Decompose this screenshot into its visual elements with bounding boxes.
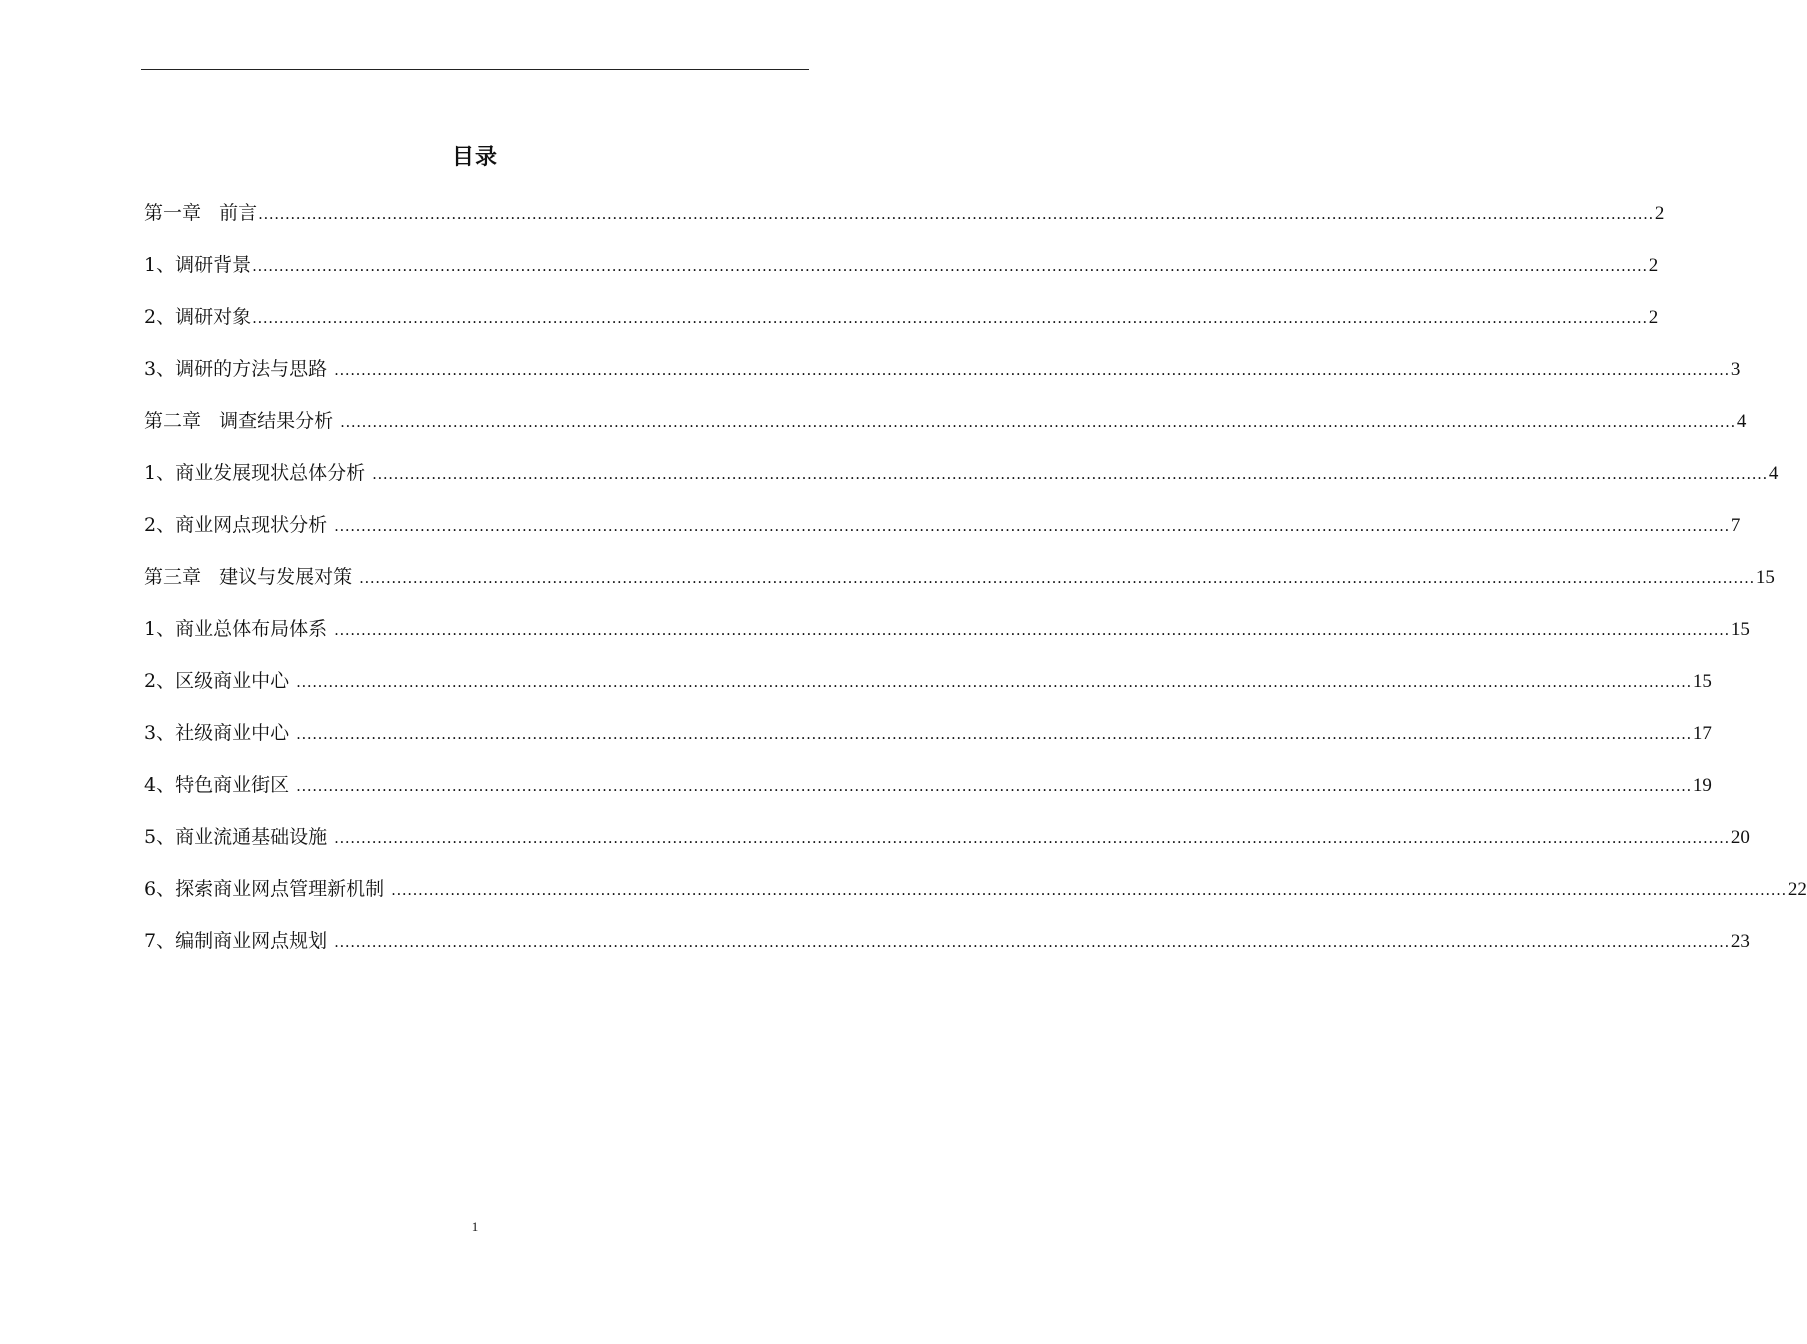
toc-entry-label: 第三章 建议与发展对策 — [144, 566, 359, 588]
toc-entry-page: 19 — [1692, 775, 1712, 796]
toc-entry-label: 第二章 调查结果分析 — [144, 410, 340, 432]
toc-entry[interactable] — [144, 715, 1712, 767]
toc-entry[interactable] — [144, 247, 1659, 299]
dot-leader: .................................................................................................................................................................................................................................................................... — [359, 569, 1755, 587]
toc-entry-page: 17 — [1692, 723, 1712, 744]
toc-entry[interactable] — [144, 299, 1659, 351]
dot-leader: .................................................................................................................................................................................................................................................................... — [334, 517, 1730, 535]
dot-leader: .................................................................................................................................................................................................................................................................... — [252, 257, 1648, 275]
toc-entry[interactable] — [144, 507, 1741, 559]
toc-entry[interactable] — [144, 195, 1665, 247]
toc-entry-label: 2、商业网点现状分析 — [144, 514, 334, 536]
toc-entry-page: 4 — [1736, 411, 1747, 432]
toc-entry-page: 3 — [1730, 359, 1741, 380]
toc-entry-label: 7、编制商业网点规划 — [144, 930, 334, 952]
dot-leader: .................................................................................................................................................................................................................................................................... — [258, 205, 1654, 223]
toc-list — [144, 195, 1807, 975]
toc-entry-page: 15 — [1730, 619, 1750, 640]
toc-entry-page: 2 — [1648, 307, 1659, 328]
toc-entry-label: 2、区级商业中心 — [144, 670, 296, 692]
dot-leader: .................................................................................................................................................................................................................................................................... — [334, 933, 1730, 951]
dot-leader: .................................................................................................................................................................................................................................................................... — [391, 881, 1787, 899]
dot-leader: .................................................................................................................................................................................................................................................................... — [252, 309, 1648, 327]
dot-leader: .................................................................................................................................................................................................................................................................... — [372, 465, 1768, 483]
toc-entry-label: 1、商业发展现状总体分析 — [144, 462, 372, 484]
toc-entry-page: 15 — [1692, 671, 1712, 692]
toc-entry-label: 5、商业流通基础设施 — [144, 826, 334, 848]
toc-entry[interactable] — [144, 663, 1712, 715]
header-rule — [141, 69, 809, 70]
toc-title: 目录 — [451, 145, 498, 170]
toc-entry-label: 3、社级商业中心 — [144, 722, 296, 744]
dot-leader: .................................................................................................................................................................................................................................................................... — [334, 829, 1730, 847]
toc-entry[interactable] — [144, 767, 1712, 819]
toc-entry-page: 23 — [1730, 931, 1750, 952]
toc-entry[interactable] — [144, 351, 1741, 403]
toc-entry-label: 第一章 前言 — [144, 202, 258, 224]
page-number: 1 — [471, 1219, 479, 1234]
toc-entry[interactable] — [144, 559, 1775, 611]
toc-entry[interactable] — [144, 923, 1750, 975]
toc-entry-page: 22 — [1787, 879, 1807, 900]
toc-entry-label: 1、调研背景 — [144, 254, 252, 276]
toc-entry-page: 2 — [1648, 255, 1659, 276]
toc-entry[interactable] — [144, 455, 1779, 507]
toc-entry[interactable] — [144, 819, 1750, 871]
toc-entry-page: 7 — [1730, 515, 1741, 536]
toc-entry-label: 3、调研的方法与思路 — [144, 358, 334, 380]
toc-entry-page: 2 — [1654, 203, 1665, 224]
dot-leader: .................................................................................................................................................................................................................................................................... — [296, 777, 1692, 795]
dot-leader: .................................................................................................................................................................................................................................................................... — [340, 413, 1736, 431]
toc-entry-page: 4 — [1768, 463, 1779, 484]
toc-entry-label: 6、探索商业网点管理新机制 — [144, 878, 391, 900]
dot-leader: .................................................................................................................................................................................................................................................................... — [334, 361, 1730, 379]
toc-entry-page: 15 — [1755, 567, 1775, 588]
toc-entry[interactable] — [144, 403, 1747, 455]
dot-leader: .................................................................................................................................................................................................................................................................... — [296, 673, 1692, 691]
toc-entry-label: 2、调研对象 — [144, 306, 252, 328]
toc-entry[interactable] — [144, 611, 1750, 663]
toc-entry-label: 1、商业总体布局体系 — [144, 618, 334, 640]
toc-entry[interactable] — [144, 871, 1807, 923]
toc-entry-page: 20 — [1730, 827, 1750, 848]
dot-leader: .................................................................................................................................................................................................................................................................... — [296, 725, 1692, 743]
toc-entry-label: 4、特色商业街区 — [144, 774, 296, 796]
dot-leader: .................................................................................................................................................................................................................................................................... — [334, 621, 1730, 639]
